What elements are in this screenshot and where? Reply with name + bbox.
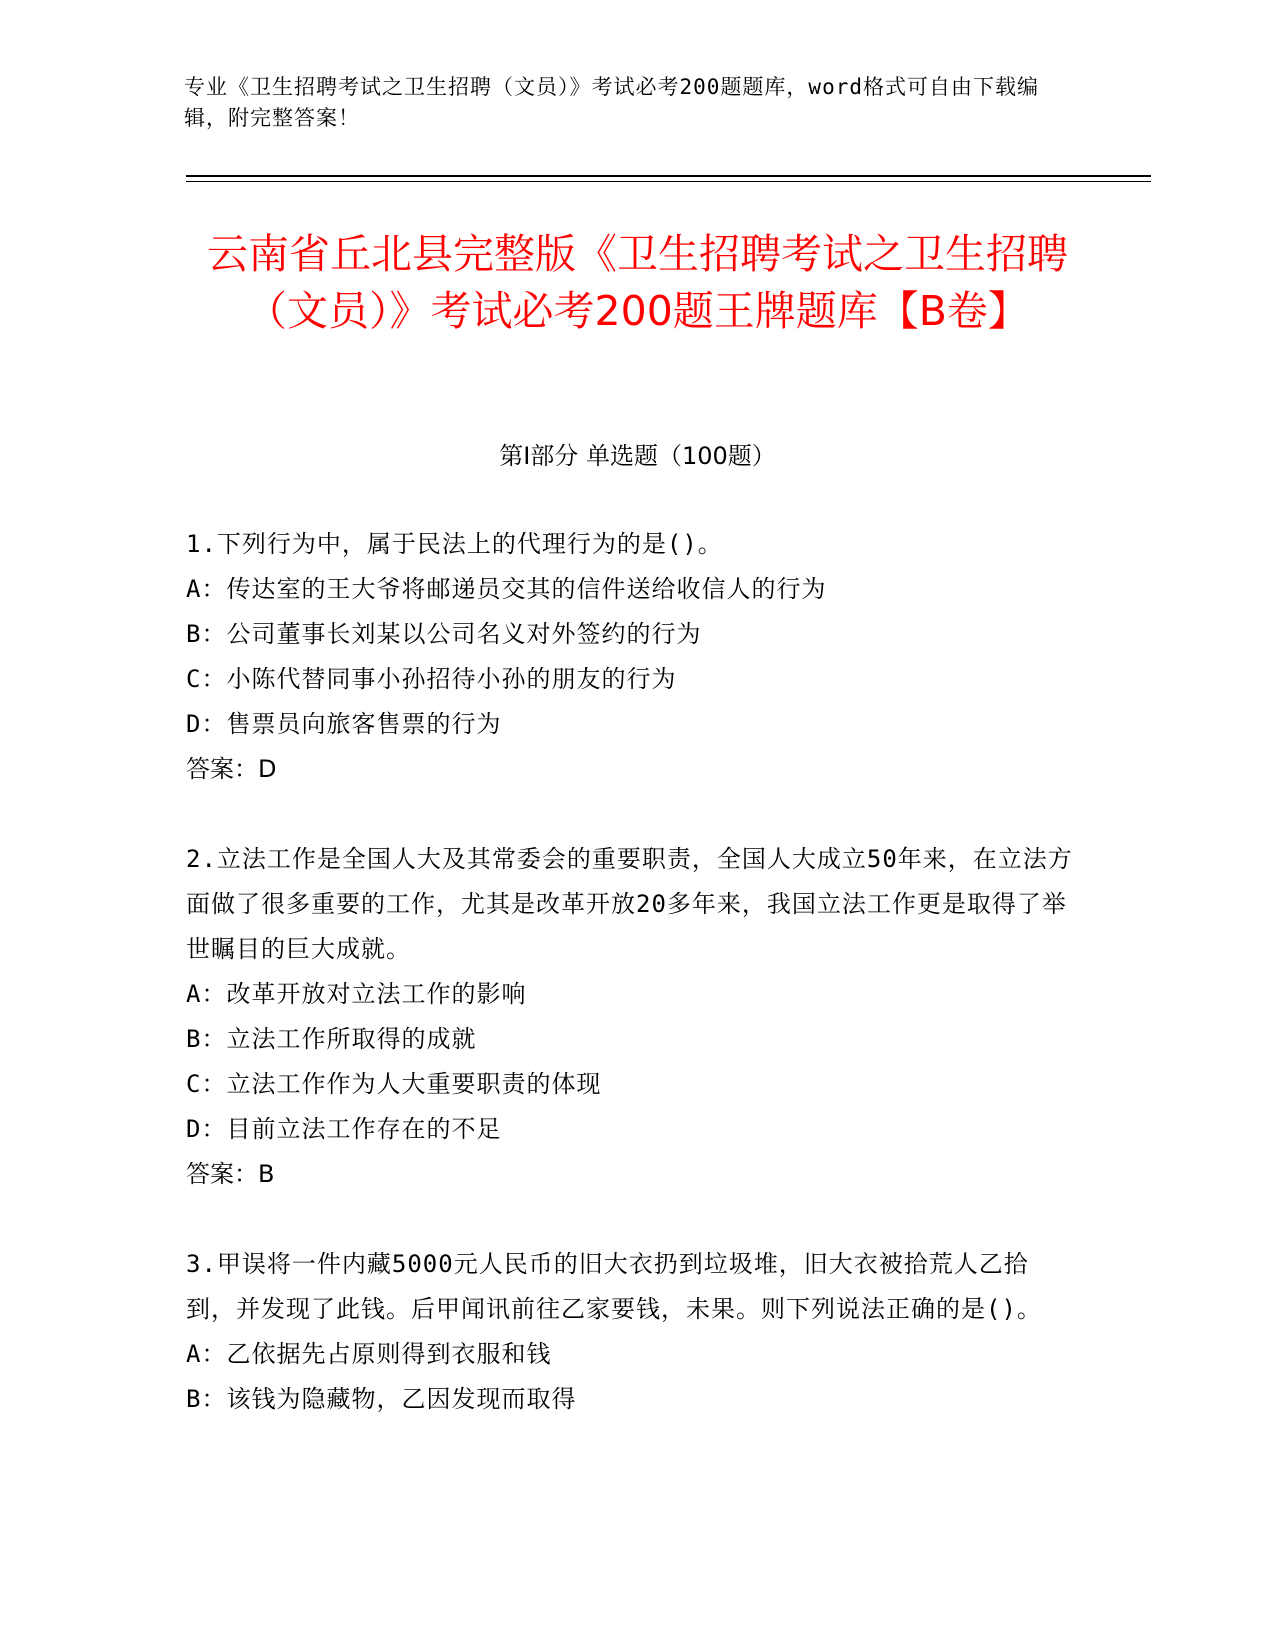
option-b: B：该钱为隐藏物，乙因发现而取得: [186, 1385, 577, 1413]
answer: 答案：B: [186, 1160, 275, 1188]
question-stem: 3.甲误将一件内藏5000元人民币的旧大衣扔到垃圾堆，旧大衣被拾荒人乙拾到，并发现了此钱。后甲闻讯前往乙家要钱，未果。则下列说法正确的是()。: [186, 1250, 1042, 1323]
header-rule-thin: [186, 181, 1151, 182]
option-a: A：改革开放对立法工作的影响: [186, 980, 527, 1008]
header-note: 专业《卫生招聘考试之卫生招聘（文员）》考试必考200题题库，word格式可自由下载编辑，附完整答案！: [184, 75, 1039, 130]
option-b: B：公司董事长刘某以公司名义对外签约的行为: [186, 620, 702, 648]
option-d: D：目前立法工作存在的不足: [186, 1115, 502, 1143]
option-a: A：乙依据先占原则得到衣服和钱: [186, 1340, 552, 1368]
option-d: D：售票员向旅客售票的行为: [186, 710, 502, 738]
header-rule-thick: [186, 175, 1151, 177]
option-c: C：立法工作作为人大重要职责的体现: [186, 1070, 602, 1098]
section-title: 第I部分 单选题（100题）: [499, 442, 776, 470]
question-spacer: [186, 1197, 1076, 1242]
question-2: [186, 837, 1076, 1197]
option-a: A：传达室的王大爷将邮递员交其的信件送给收信人的行为: [186, 575, 827, 603]
question-1: [186, 522, 1076, 792]
question-stem: 2.立法工作是全国人大及其常委会的重要职责，全国人大成立50年来，在立法方面做了很多重要的工作，尤其是改革开放20多年来，我国立法工作更是取得了举世瞩目的巨大成就。: [186, 845, 1073, 963]
document-title: 云南省丘北县完整版《卫生招聘考试之卫生招聘（文员）》考试必考200题王牌题库【B卷】: [207, 230, 1068, 335]
question-list: [186, 522, 1076, 1422]
answer: 答案：D: [186, 755, 277, 783]
option-b: B：立法工作所取得的成就: [186, 1025, 477, 1053]
option-c: C：小陈代替同事小孙招待小孙的朋友的行为: [186, 665, 677, 693]
question-spacer: [186, 792, 1076, 837]
question-stem: 1.下列行为中，属于民法上的代理行为的是()。: [186, 530, 723, 558]
question-3: [186, 1242, 1076, 1422]
